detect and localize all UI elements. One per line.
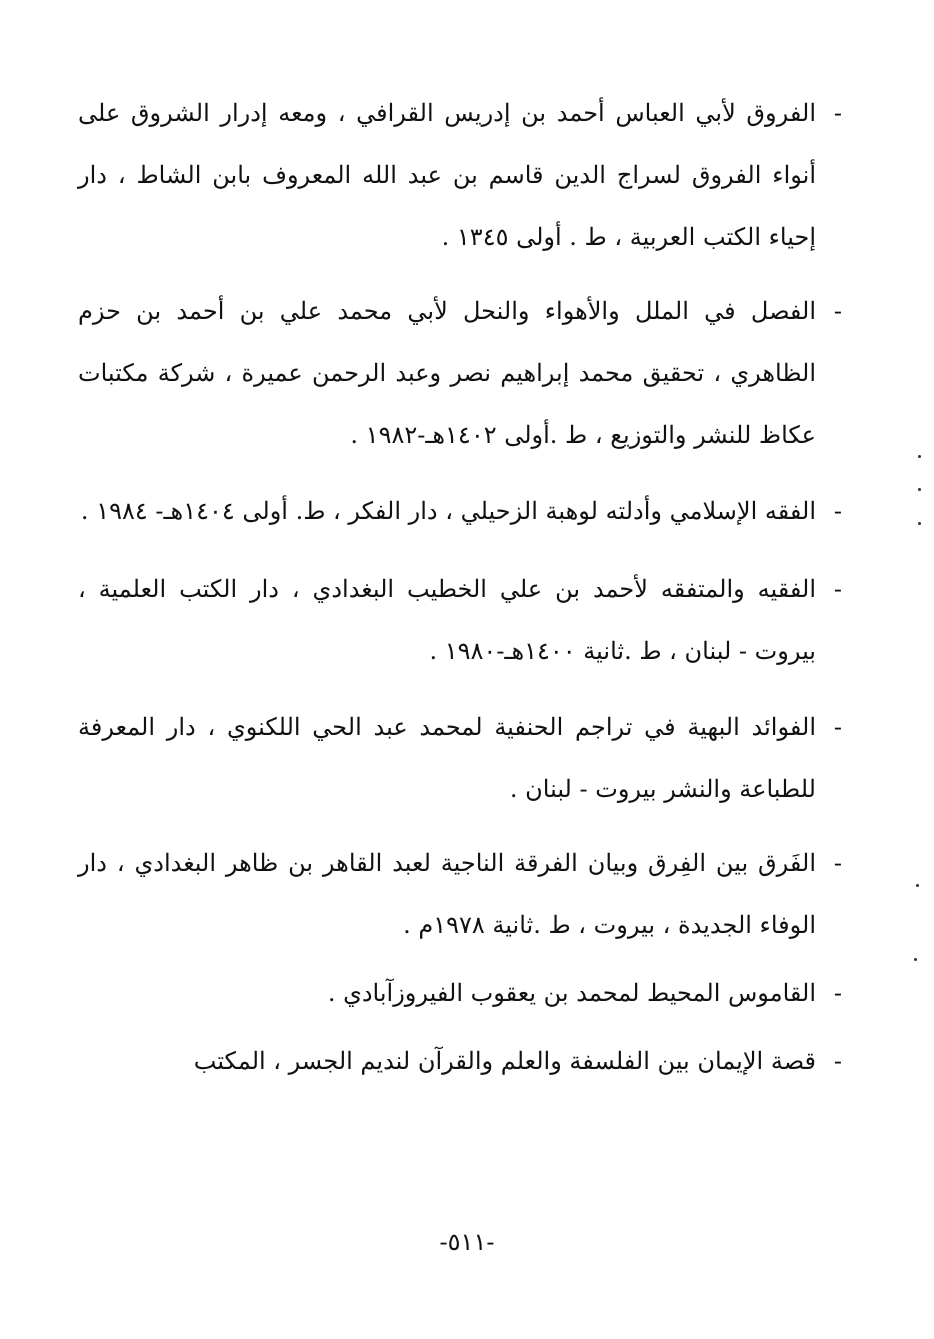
bibliography-entry	[78, 962, 842, 1024]
entry-text: قصة الإيمان بين الفلسفة والعلم والقرآن لنديم الجسر ، المكتب	[193, 1047, 816, 1075]
entry-text: الفصل في الملل والأهواء والنحل لأبي محمد علي بن أحمد بن حزم الظاهري ، تحقيق محمد إبراهيم نصر وعبد الرحمن عميرة ، شركة مكتبات عكاظ للنشر والتوزيع ، ط .أولى ١٤٠٢هـ-١٩٨٢ .	[78, 297, 817, 449]
entry-text: الفقه الإسلامي وأدلته لوهبة الزحيلي ، دار الفكر ، ط. أولى ١٤٠٤هـ- ١٩٨٤ .	[80, 497, 816, 525]
bibliography-entry	[78, 280, 842, 466]
bibliography-entry	[78, 832, 842, 956]
entry-text: القاموس المحيط لمحمد بن يعقوب الفيروزآبادي .	[327, 979, 816, 1007]
entry-dash: -	[833, 979, 842, 1007]
entry-text: الفقيه والمتفقه لأحمد بن علي الخطيب البغدادي ، دار الكتب العلمية ، بيروت - لبنان ، ط .ثانية ١٤٠٠هـ-١٩٨٠ .	[78, 575, 816, 665]
bibliography-list	[78, 82, 842, 1092]
entry-dash: -	[833, 497, 842, 525]
entry-dash: -	[833, 99, 842, 127]
entry-text: الفوائد البهية في تراجم الحنفية لمحمد عبد الحي اللكنوي ، دار المعرفة للطباعة والنشر بيروت - لبنان .	[78, 713, 816, 803]
bibliography-entry	[78, 696, 842, 820]
bibliography-entry	[78, 480, 842, 542]
entry-dash: -	[833, 1047, 842, 1075]
bibliography-entry	[78, 1030, 842, 1092]
entry-text: الفَرق بين الفِرق وبيان الفرقة الناجية لعبد القاهر بن ظاهر البغدادي ، دار الوفاء الجديدة ، بيروت ، ط .ثانية ١٩٧٨م .	[78, 849, 816, 939]
entry-dash: -	[833, 575, 842, 603]
page-number: -٥١١-	[439, 1228, 495, 1256]
entry-dash: -	[833, 297, 842, 325]
entry-text: الفروق لأبي العباس أحمد بن إدريس القرافي ، ومعه إدرار الشروق على أنواء الفروق لسراج الدين قاسم بن عبد الله المعروف بابن الشاط ، دار إحياء الكتب العربية ، ط . أولى ١٣٤٥ .	[78, 99, 816, 251]
entry-dash: -	[833, 713, 842, 741]
bibliography-entry	[78, 558, 842, 682]
bibliography-entry	[78, 82, 842, 268]
entry-dash: -	[833, 849, 842, 877]
